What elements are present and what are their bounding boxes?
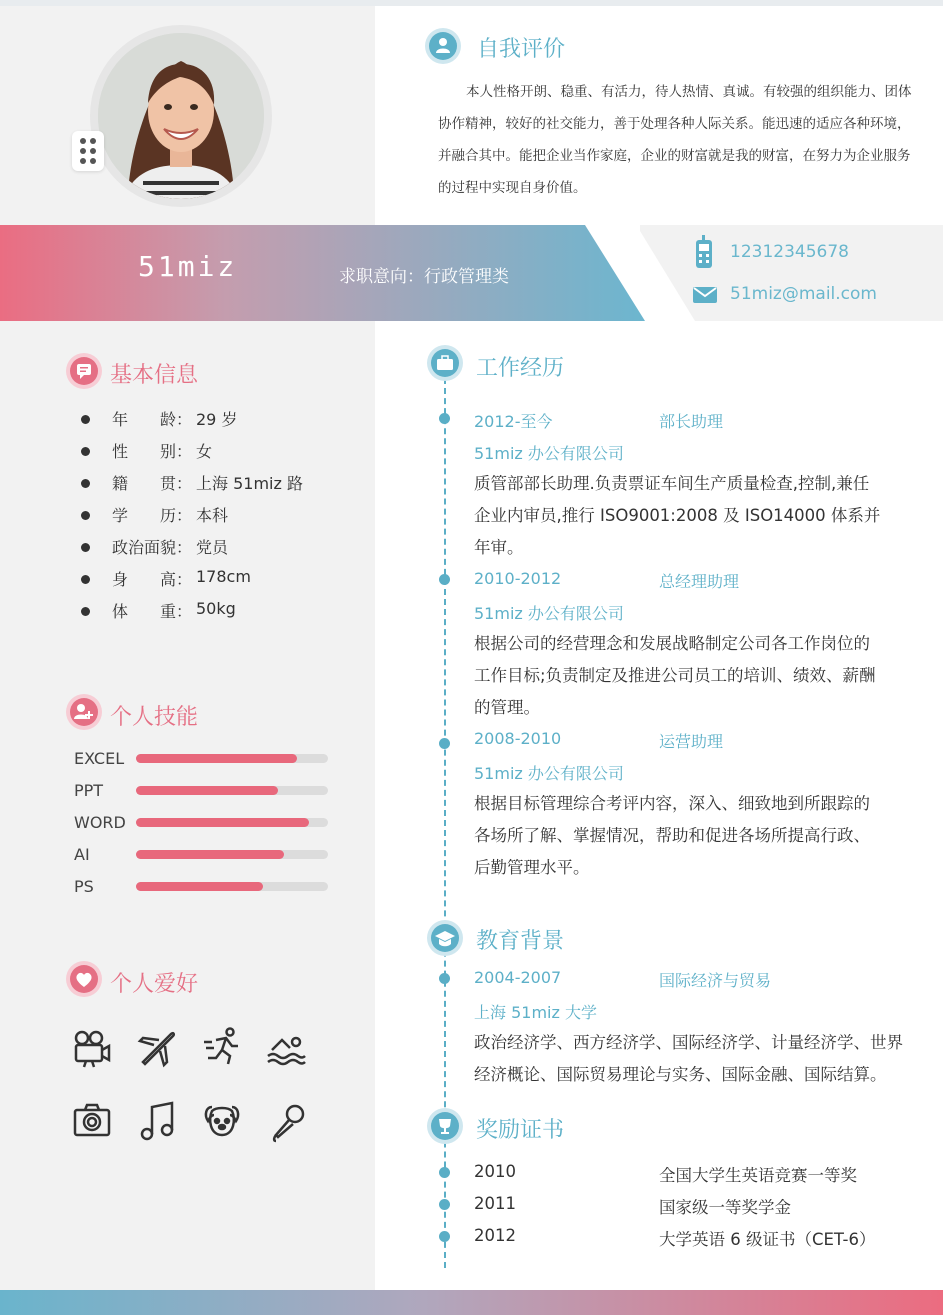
skill-bar-fill (136, 754, 297, 763)
info-value: 党员 (196, 538, 229, 557)
swimming-icon (266, 1026, 306, 1066)
award-year: 2010 (474, 1162, 516, 1181)
timeline-dot (439, 738, 450, 749)
mail-icon (692, 286, 718, 304)
user-icon (425, 28, 461, 64)
info-label: 年 龄： (112, 410, 193, 429)
work-description: 根据目标管理综合考评内容，深入、细致地到所跟踪的各场所了解、掌握情况，帮助和促进各场所提高行政、后勤管理水平。 (474, 794, 870, 877)
basic-info-title: 基本信息 (110, 363, 199, 388)
bullet-dot (81, 415, 90, 424)
bottom-gradient-bar (0, 1290, 943, 1315)
avatar (98, 33, 264, 199)
briefcase-icon (427, 345, 463, 381)
info-label: 学 历： (112, 506, 193, 525)
email-address: 51miz@mail.com (730, 284, 877, 304)
work-title: 工作经历 (476, 356, 565, 381)
bullet-dot (81, 447, 90, 456)
heart-icon (66, 961, 102, 997)
education-school: 上海 51miz 大学 (474, 1003, 597, 1022)
timeline-dot (439, 1231, 450, 1242)
job-intent: 求职意向：行政管理类 (339, 267, 509, 287)
timeline-dot (439, 413, 450, 424)
award-name: 国家级一等奖学金 (659, 1198, 791, 1217)
info-value: 上海 51miz 路 (196, 474, 303, 493)
skill-bar-fill (136, 818, 309, 827)
skill-bar-track (136, 818, 328, 827)
work-description: 根据公司的经营理念和发展战略制定公司各工作岗位的工作目标;负责制定及推进公司员工的培训、绩效、薪酬的管理。 (474, 634, 876, 717)
drag-handle[interactable] (72, 131, 104, 171)
skill-bar-fill (136, 850, 284, 859)
microphone-icon (270, 1103, 310, 1143)
work-period: 2008-2010 (474, 729, 562, 748)
trophy-icon (427, 1108, 463, 1144)
info-value: 女 (196, 442, 213, 461)
education-title: 教育背景 (476, 929, 565, 954)
skill-bar-fill (136, 786, 278, 795)
skill-bar-track (136, 786, 328, 795)
work-position: 运营助理 (659, 732, 724, 751)
bullet-dot (81, 543, 90, 552)
skill-name: WORD (74, 813, 126, 832)
chat-icon (66, 353, 102, 389)
airplane-icon (137, 1028, 177, 1068)
info-label: 身 高： (112, 570, 193, 589)
info-value: 50kg (196, 599, 236, 618)
awards-title: 奖励证书 (476, 1118, 565, 1143)
bullet-dot (81, 607, 90, 616)
bullet-dot (81, 479, 90, 488)
award-year: 2012 (474, 1226, 516, 1245)
skill-bar-track (136, 850, 328, 859)
education-period: 2004-2007 (474, 968, 562, 987)
info-label: 性 别： (112, 442, 193, 461)
phone-number: 12312345678 (730, 242, 849, 262)
camera-icon (72, 1101, 112, 1141)
self-eval-text: 本人性格开朗、稳重、有活力，待人热情、真诚。有较强的组织能力、团体协作精神，较好的社交能力，善于处理各种人际关系。能迅速的适应各种环境，并融合其中。能把企业当作家庭，企业的财富就是我的财富，在努力为企业服务的过程中实现自身价值。 (438, 84, 912, 196)
candidate-name: 51miz (138, 250, 238, 283)
contact-box (640, 225, 943, 321)
hobbies-title: 个人爱好 (110, 972, 199, 997)
info-value: 178cm (196, 567, 251, 586)
video-camera-icon (72, 1028, 112, 1068)
work-description: 质管部部长助理.负责票证车间生产质量检查,控制,兼任企业内审员,推行 ISO9001:2008 及 ISO14000 体系并年审。 (474, 474, 881, 557)
bullet-dot (81, 511, 90, 520)
work-company: 51miz 办公有限公司 (474, 604, 624, 623)
skill-name: PS (74, 877, 94, 896)
self-eval-title: 自我评价 (477, 37, 566, 62)
name-banner (0, 225, 645, 321)
skill-bar-track (136, 882, 328, 891)
work-company: 51miz 办公有限公司 (474, 444, 624, 463)
info-value: 本科 (196, 506, 229, 525)
education-major: 国际经济与贸易 (659, 971, 772, 990)
graduation-cap-icon (427, 920, 463, 956)
skill-bar-track (136, 754, 328, 763)
skill-name: EXCEL (74, 749, 125, 768)
work-position: 部长助理 (659, 412, 724, 431)
timeline-dot (439, 973, 450, 984)
music-note-icon (137, 1101, 177, 1141)
timeline-dot (439, 574, 450, 585)
skills-title: 个人技能 (110, 705, 199, 730)
work-company: 51miz 办公有限公司 (474, 764, 624, 783)
skill-bar-fill (136, 882, 263, 891)
timeline-dot (439, 1167, 450, 1178)
skill-name: AI (74, 845, 90, 864)
info-label: 政治面貌： (112, 538, 193, 557)
work-period: 2010-2012 (474, 569, 562, 588)
work-period: 2012-至今 (474, 412, 553, 431)
skill-name: PPT (74, 781, 104, 800)
phone-icon (694, 235, 714, 269)
timeline-dot (439, 1199, 450, 1210)
info-label: 体 重： (112, 602, 193, 621)
work-position: 总经理助理 (659, 572, 740, 591)
running-icon (202, 1026, 242, 1066)
add-user-icon (66, 694, 102, 730)
education-description: 政治经济学、西方经济学、国际经济学、计量经济学、世界经济概论、国际贸易理论与实务、国际金融、国际结算。 (474, 1033, 903, 1084)
dog-icon (202, 1101, 242, 1141)
award-name: 全国大学生英语竞赛一等奖 (659, 1166, 857, 1185)
bullet-dot (81, 575, 90, 584)
award-year: 2011 (474, 1194, 516, 1213)
info-label: 籍 贯： (112, 474, 193, 493)
info-value: 29 岁 (196, 410, 238, 429)
award-name: 大学英语 6 级证书（CET-6） (659, 1230, 876, 1249)
